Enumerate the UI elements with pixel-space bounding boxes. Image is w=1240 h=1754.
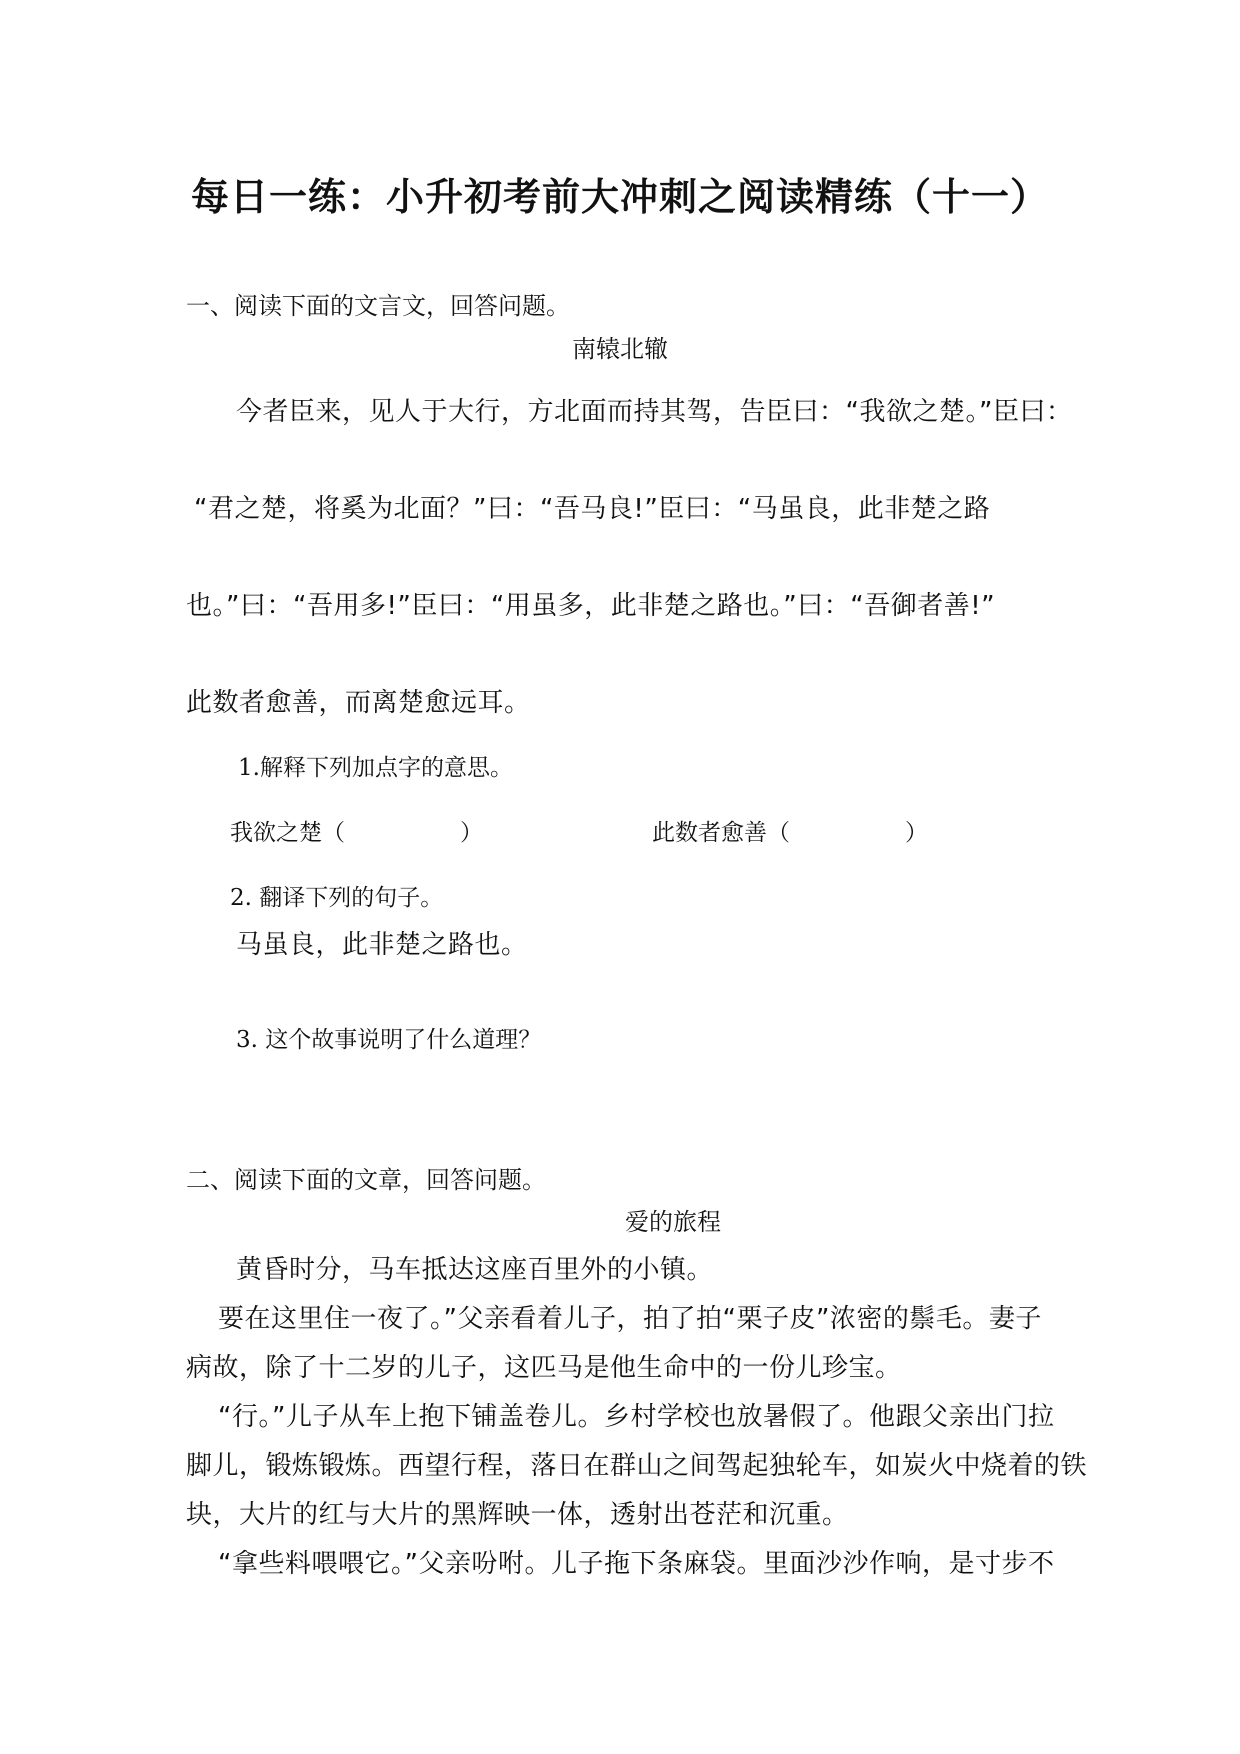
section-2-heading: 二、阅读下面的文章，回答问题。 <box>186 1166 546 1194</box>
passage-2-line-5: 脚儿，锻炼锻炼。西望行程，落日在群山之间驾起独轮车，如炭火中烧着的铁 <box>186 1451 1088 1481</box>
passage-2-line-1: 黄昏时分，马车抵达这座百里外的小镇。 <box>236 1255 714 1285</box>
page-title: 每日一练：小升初考前大冲刺之阅读精练（十一） <box>190 175 1049 219</box>
passage-2-line-2: 要在这里住一夜了。”父亲看着儿子，拍了拍“栗子皮”浓密的鬃毛。妻子 <box>218 1304 1042 1334</box>
passage-1-line-2: “君之楚，将奚为北面？”曰：“吾马良!”臣曰：“马虽良，此非楚之路 <box>194 494 991 524</box>
passage-2-line-4: “行。”儿子从车上抱下铺盖卷儿。乡村学校也放暑假了。他跟父亲出门拉 <box>218 1402 1055 1432</box>
passage-1-line-1: 今者臣来，见人于大行，方北面而持其驾，告臣曰：“我欲之楚。”臣曰： <box>236 397 1073 427</box>
passage-1-line-3: 也。”曰：“吾用多!”臣曰：“用虽多，此非楚之路也。”曰：“吾御者善!” <box>186 591 996 621</box>
question-1-item-a: 我欲之楚（ ） <box>230 820 483 846</box>
section-2-passage-title: 爱的旅程 <box>625 1208 721 1236</box>
question-2-sentence: 马虽良，此非楚之路也。 <box>236 930 528 960</box>
passage-2-line-6: 块，大片的红与大片的黑辉映一体，透射出苍茫和沉重。 <box>186 1500 849 1530</box>
passage-1-line-4: 此数者愈善，而离楚愈远耳。 <box>186 688 531 718</box>
section-1-heading: 一、阅读下面的文言文，回答问题。 <box>186 292 570 320</box>
question-2-prompt: 2. 翻译下列的句子。 <box>230 885 444 911</box>
question-1-prompt: 1.解释下列加点字的意思。 <box>238 755 513 781</box>
passage-2-line-7: “拿些料喂喂它。”父亲吩咐。儿子拖下条麻袋。里面沙沙作响，是寸步不 <box>218 1549 1055 1579</box>
section-1-passage-title: 南辕北辙 <box>572 335 668 363</box>
question-1-item-b: 此数者愈善（ ） <box>652 820 928 846</box>
passage-2-line-3: 病故，除了十二岁的儿子，这匹马是他生命中的一份儿珍宝。 <box>186 1353 902 1383</box>
question-3-prompt: 3. 这个故事说明了什么道理？ <box>236 1027 542 1053</box>
